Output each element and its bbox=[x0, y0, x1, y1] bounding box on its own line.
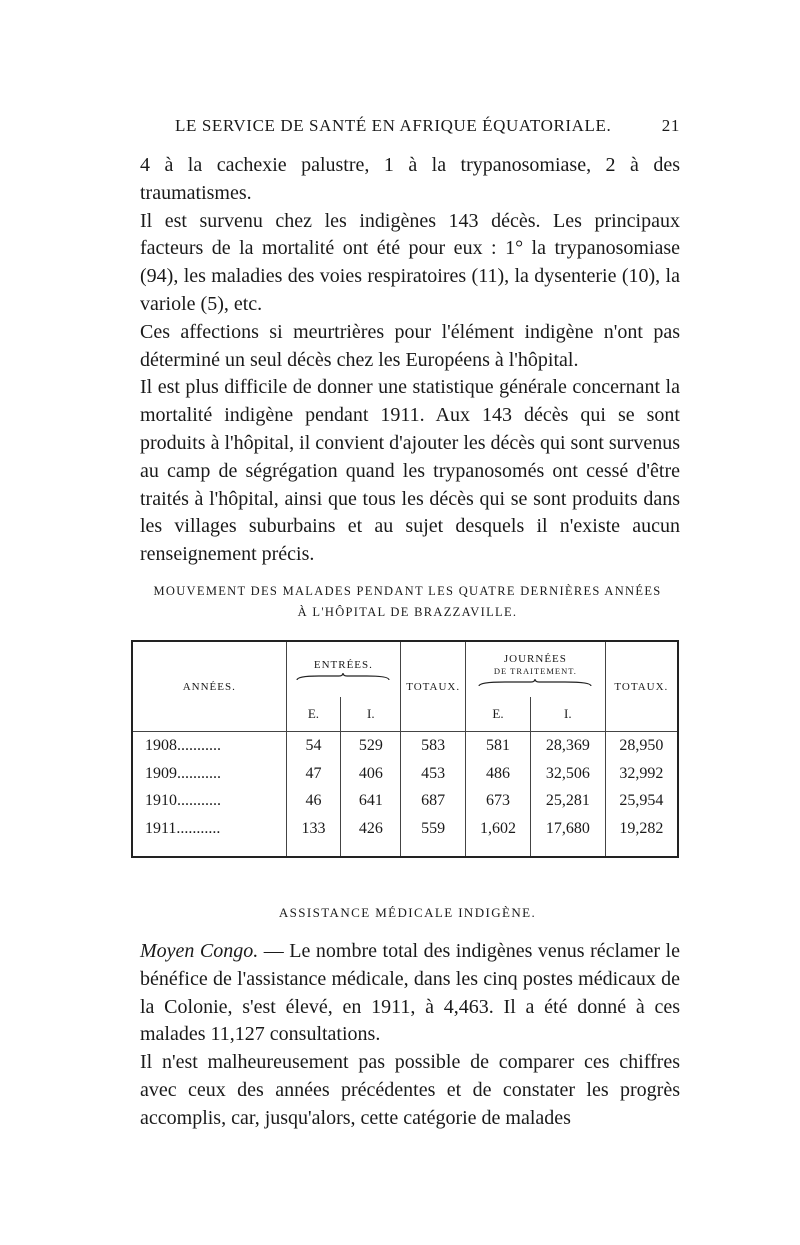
hospital-statistics-table bbox=[131, 640, 679, 858]
cell-journees-e: 1,602 bbox=[466, 815, 531, 843]
header-totaux-2: TOTAUX. bbox=[605, 641, 678, 732]
cell-e: 133 bbox=[286, 815, 341, 843]
cell-journees-e: 486 bbox=[466, 760, 531, 788]
header-i: I. bbox=[341, 697, 401, 732]
cell-e: 54 bbox=[286, 732, 341, 760]
cell-i: 426 bbox=[341, 815, 401, 843]
paragraph: 4 à la cachexie palustre, 1 à la trypanosomiase, 2 à des traumatismes. bbox=[140, 154, 680, 204]
table-row bbox=[132, 760, 678, 788]
cell-journees-i: 17,680 bbox=[530, 815, 605, 843]
cell-i: 406 bbox=[341, 760, 401, 788]
cell-total: 687 bbox=[401, 788, 466, 816]
header-journees-label: JOURNÉES bbox=[503, 652, 567, 665]
header-journees bbox=[466, 641, 606, 697]
cell-journees-e: 673 bbox=[466, 788, 531, 816]
cell-i: 529 bbox=[341, 732, 401, 760]
paragraph: Il est plus difficile de donner une statistique générale concernant la mortalité indigène pendant 1911. Aux 143 décès qui se sont produits à l'hôpital, il convient d'ajouter les décès qui sont survenus au camp de ségrégation quand les trypanosomés ont cessé d'être traités à l'hôpital, ainsi que tous les décès qui se sont produits dans les villages suburbains et au sujet desquels il n'existe aucun renseignement précis. bbox=[140, 376, 680, 566]
paragraph: Il n'est malheureusement pas possible de comparer ces chiffres avec ceux des années précédentes et de constater les progrès accomplis, car, jusqu'alors, cette catégorie de malades bbox=[140, 1051, 680, 1129]
paragraph bbox=[140, 938, 680, 1049]
cell-e: 47 bbox=[286, 760, 341, 788]
section-title: ASSISTANCE MÉDICALE INDIGÈNE. bbox=[278, 905, 537, 920]
header-entrees bbox=[286, 641, 401, 697]
cell-year: 1910........... bbox=[145, 792, 221, 810]
table-caption-line-1: MOUVEMENT DES MALADES PENDANT LES QUATRE DERNIÈRES ANNÉES bbox=[153, 584, 662, 598]
table-row bbox=[132, 815, 678, 843]
table-caption-line-2: À L'HÔPITAL DE BRAZZAVILLE. bbox=[297, 605, 518, 619]
cell-journees-total: 28,950 bbox=[605, 732, 678, 760]
cell-i: 641 bbox=[341, 788, 401, 816]
top-text-block bbox=[140, 152, 680, 569]
paragraph-text: — Le nombre total des indigènes venus réclamer le bénéfice de l'assistance médicale, dans les cinq postes médicaux de la Colonie, s'est élevé, en 1911, à 4,463. Il a été donné à ces malades 11,127 consultations. bbox=[140, 940, 680, 1046]
table-row bbox=[132, 732, 678, 760]
table-row bbox=[132, 788, 678, 816]
running-head-title: LE SERVICE DE SANTÉ EN AFRIQUE ÉQUATORIALE. bbox=[175, 116, 612, 135]
header-totaux: TOTAUX. bbox=[401, 641, 466, 732]
section-lead: Moyen Congo. bbox=[140, 940, 259, 962]
cell-e: 46 bbox=[286, 788, 341, 816]
header-e-2: E. bbox=[466, 697, 531, 732]
cell-journees-total: 25,954 bbox=[605, 788, 678, 816]
cell-journees-total: 19,282 bbox=[605, 815, 678, 843]
header-de-traitement: DE TRAITEMENT. bbox=[493, 665, 577, 676]
paragraph: Il est survenu chez les indigènes 143 décès. Les principaux facteurs de la mortalité ont été pour eux : 1° la trypanosomiase (94), les maladies des voies respiratoires (11), la dysenterie (10), la variole (5), etc. bbox=[140, 209, 680, 315]
page-number: 21 bbox=[661, 116, 680, 135]
paragraph: Ces affections si meurtrières pour l'élément indigène n'ont pas déterminé un seul décès chez les Européens à l'hôpital. bbox=[140, 320, 680, 371]
cell-journees-i: 28,369 bbox=[530, 732, 605, 760]
cell-total: 453 bbox=[401, 760, 466, 788]
header-entrees-label: ENTRÉES. bbox=[313, 658, 373, 671]
header-annees: ANNÉES. bbox=[182, 680, 236, 693]
cell-year: 1911........... bbox=[145, 820, 221, 838]
cell-total: 583 bbox=[401, 732, 466, 760]
header-e: E. bbox=[286, 697, 341, 732]
brace-icon bbox=[295, 673, 391, 681]
cell-journees-e: 581 bbox=[466, 732, 531, 760]
cell-journees-i: 32,506 bbox=[530, 760, 605, 788]
bottom-text-block bbox=[140, 938, 680, 1133]
cell-total: 559 bbox=[401, 815, 466, 843]
cell-year: 1909........... bbox=[145, 764, 221, 782]
brace-icon bbox=[477, 679, 593, 687]
running-head bbox=[135, 116, 680, 140]
cell-year: 1908........... bbox=[145, 736, 221, 754]
cell-journees-total: 32,992 bbox=[605, 760, 678, 788]
header-i-2: I. bbox=[530, 697, 605, 732]
cell-journees-i: 25,281 bbox=[530, 788, 605, 816]
